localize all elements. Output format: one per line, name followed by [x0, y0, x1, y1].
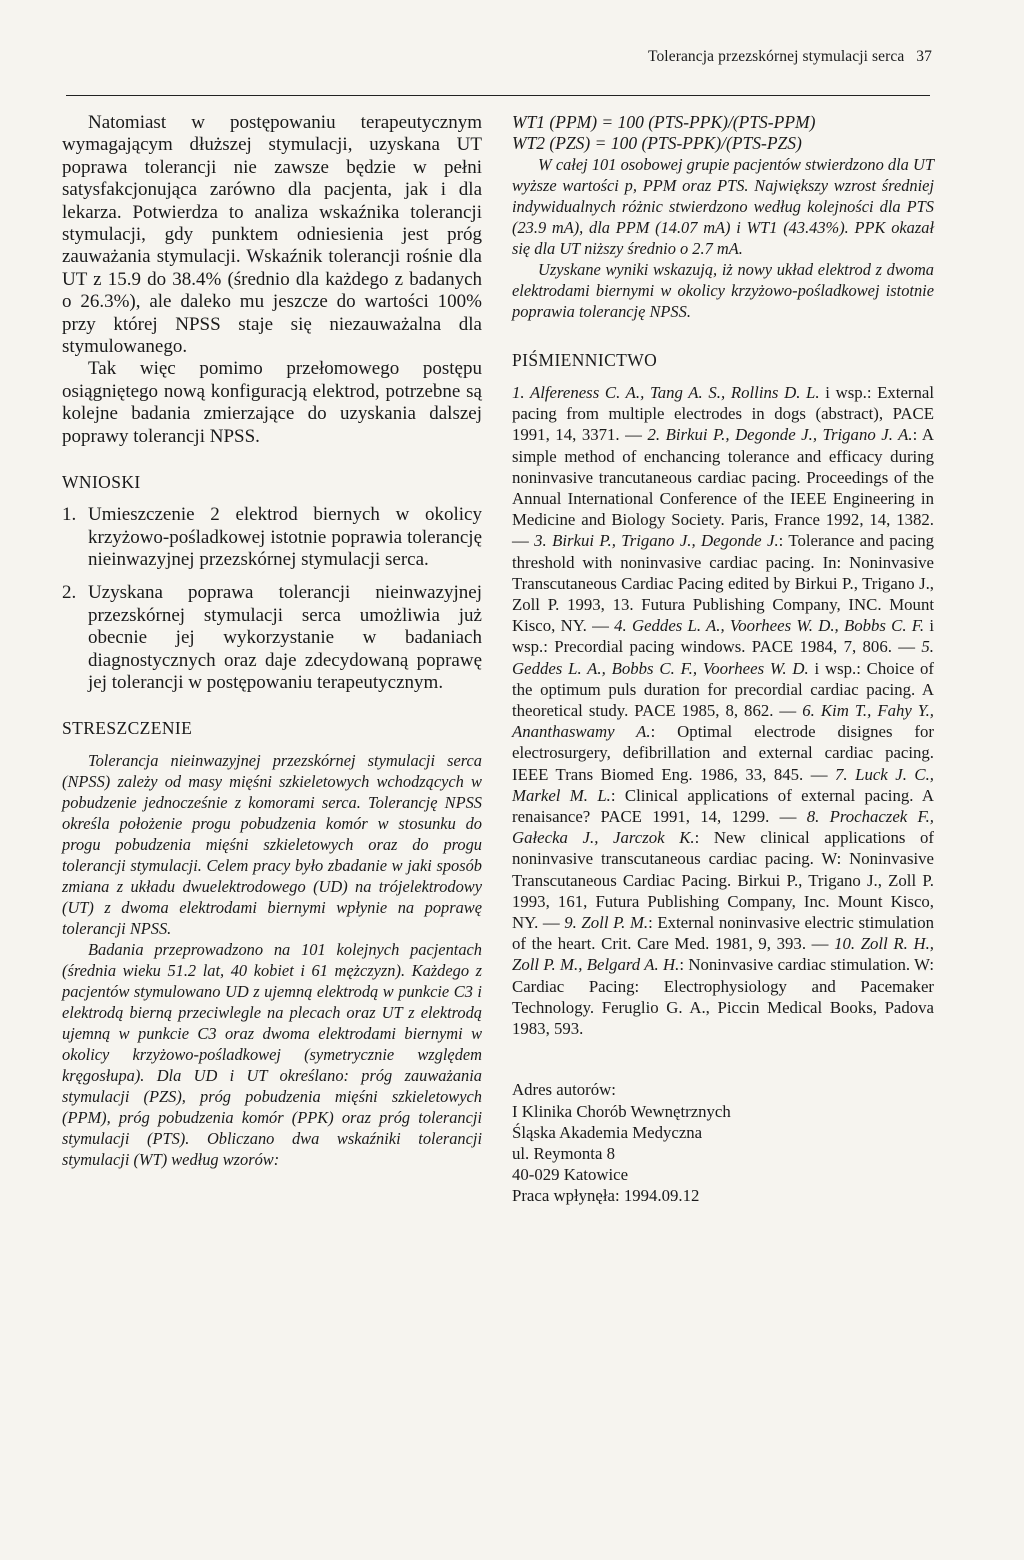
address-line: 40-029 Katowice	[512, 1165, 629, 1185]
running-title: Tolerancja przezskórnej stymulacji serca	[647, 48, 905, 65]
reference-authors: 10. Zoll R. H., Zoll P. M., Belgard A. H.	[512, 934, 934, 975]
received-date: Praca wpłynęła: 1994.09.12	[512, 1186, 700, 1206]
reference-text: i wsp.: Precordial pacing windows. PACE 1984, 7, 806. —	[512, 616, 934, 657]
reference-authors: 7. Luck J. C., Markel M. L.	[512, 764, 934, 805]
author-address	[512, 1079, 934, 1206]
address-line: ul. Reymonta 8	[512, 1143, 616, 1163]
summary-paragraph-1: Tolerancja nieinwazyjnej przezskórnej stymulacji serca (NPSS) zależy od masy mięśni szkieletowych wchodzących w pobudzenie jednocześnie z komorami serca. Tolerancję NPSS określa położenie progu pobudzenia komór w stosunku do progu pobudzenia mięśni szkieletowych oraz do progu tolerancji stymulacji. Celem pracy było zbadanie w jaki sposób zmiana z układu dwuelektrodowego (UD) na trójelektrodowy (UT) z dwoma elektrodami biernymi wpłynie na poprawę tolerancji NPSS.	[62, 751, 482, 939]
conclusion-text: Uzyskana poprawa tolerancji nieinwazyjnej przezskórnej stymulacji serca umożliwia już obecnie jej wykorzystanie w badaniach diagnostycznych oraz daje zdecydowaną poprawę jej tolerancji w postępowaniu terapeutycznym.	[88, 582, 482, 693]
address-line: Adres autorów:	[512, 1080, 616, 1100]
reference-text: : Tolerance and pacing threshold with noninvasive cardiac pacing. In: Noninvasive Transcutaneous Cardiac Pacing edited by Birkui P., Trigano J., Zoll P. 1993, 13. Futura Publishing Company, INC. Mount Kisco, NY. —	[512, 531, 934, 636]
reference-text: : External noninvasive electric stimulation of the heart. Crit. Care Med. 1981, 9, 393. —	[512, 913, 934, 954]
references-list	[512, 382, 934, 1039]
reference-text: : New clinical applications of noninvasive transcutaneous cardiac pacing. W: Noninvasive Transcutaneous Cardiac Pacing. Birkui P., Trigano J., Zoll P. 1993, 161, Futura Publishing Company, Inc. Mount Kisco, NY. —	[512, 828, 934, 933]
reference-text: : Noninvasive cardiac stimulation. W: Cardiac Pacing: Electrophysiology and Pacemaker Technology. Feruglio G. A., Piccin Medical Books, Padova 1983, 593.	[512, 955, 934, 1039]
conclusion-text: Umieszczenie 2 elektrod biernych w okolicy krzyżowo-pośladkowej istotnie poprawia tolerancję nieinwazyjnej przezskórnej stymulacji serca.	[88, 504, 482, 570]
left-column	[62, 112, 482, 1170]
reference-text: i wsp.: Choice of the optimum puls duration for precordial cardiac pacing. A theoretical study. PACE 1985, 8, 862. —	[512, 658, 934, 721]
reference-authors: 1. Alfereness C. A., Tang A. S., Rollins D. L.	[512, 383, 820, 402]
reference-text: : Optimal electrode disignes for electrosurgery, defibrillation and external cardiac pacing. IEEE Trans Biomed Eng. 1986, 33, 845. —	[512, 722, 934, 784]
references-heading: PIŚMIENNICTWO	[512, 350, 658, 370]
body-paragraph-1: Natomiast w postępowaniu terapeutycznym wymagającym dłuższej stymulacji, uzyskana UT poprawa tolerancji nie zawsze będzie w pełni satysfakcjonująca zarówno dla pacjenta, jak i dla lekarza. Potwierdza to analiza wskaźnika tolerancji stymulacji, gdy punktem odniesienia jest próg zauważania stymulacji. Wskaźnik tolerancji rośnie dla UT z 15.9 do 38.4% (średnio dla każdego z badanych o 26.3%), ale daleko mu jeszcze do wartości 100% przy której NPSS staje się niezauważalna dla stymulowanego.	[62, 112, 482, 358]
formula-wt1: WT1 (PPM) = 100 (PTS-PPK)/(PTS-PPM)	[512, 112, 816, 132]
reference-authors: 6. Kim T., Fahy Y., Ananthaswamy A.	[512, 701, 934, 742]
formula-wt2: WT2 (PZS) = 100 (PTS-PPK)/(PTS-PZS)	[512, 133, 802, 153]
conclusion-item	[62, 504, 482, 571]
reference-text: i wsp.: External pacing from multiple electrodes in dogs (abstract), PACE 1991, 14, 3371. —	[512, 383, 934, 445]
conclusion-number: 2.	[62, 582, 77, 604]
conclusion-number: 1.	[62, 504, 77, 526]
reference-text: : A simple method of enchancing tolerance and efficacy during noninvasive trancutaneous cardiac pacing. Proceedings of the Annual International Conference of the IEEE Engineering in Medicine and Biology Society. Paris, France 1992, 14, 1382. —	[512, 425, 934, 551]
body-paragraph-2: Tak więc pomimo przełomowego postępu osiągniętego nową konfiguracją elektrod, potrzebne są kolejne badania zmierzające do uzyskania dalszej poprawy tolerancji NPSS.	[62, 358, 482, 447]
conclusions-heading: WNIOSKI	[62, 472, 141, 493]
reference-authors: 4. Geddes L. A., Voorhees W. D., Bobbs C. F.	[614, 616, 925, 636]
summary-heading: STRESZCZENIE	[62, 718, 193, 739]
reference-authors: 2. Birkui P., Degonde J., Trigano J. A.	[647, 425, 913, 445]
address-line: I Klinika Chorób Wewnętrznych	[512, 1101, 731, 1121]
reference-authors: 3. Birkui P., Trigano J., Degonde J.	[534, 531, 779, 551]
conclusion-item	[62, 582, 482, 694]
summary-paragraph-2: Badania przeprowadzono na 101 kolejnych pacjentach (średnia wieku 51.2 lat, 40 kobiet i 61 mężczyzn). Każdego z pacjentów stymulowano UD z ujemną elektrodą w punkcie C3 i elektrodą bierną przeciwlegle na plecach oraz UT z elektrodą ujemną w punkcie C3 oraz dwoma elektrodami biernymi w okolicy krzyżowo-pośladkowej (symetrycznie względem kręgosłupa). Dla UD i UT określano: próg zauważania stymulacji (PZS), próg pobudzenia mięśni szkieletowych (PPM), próg pobudzenia komór (PPK) oraz próg tolerancji stymulacji (PTS). Obliczano dwa wskaźniki tolerancji stymulacji (WT) według wzorów:	[62, 940, 482, 1170]
page-number: 37	[916, 48, 932, 65]
header-rule	[66, 95, 930, 96]
summary-body	[62, 750, 482, 1170]
reference-authors: 8. Prochaczek F., Gałecka J., Jarczok K.	[512, 807, 935, 848]
address-line: Śląska Akademia Medyczna	[512, 1122, 703, 1142]
summary-paragraph-4: Uzyskane wyniki wskazują, iż nowy układ elektrod z dwoma elektrodami biernymi w okolicy krzyżowo-pośladkowej istotnie poprawia tolerancję NPSS.	[512, 260, 934, 321]
summary-paragraph-3: W całej 101 osobowej grupie pacjentów stwierdzono dla UT wyższe wartości p, PPM oraz PTS. Największy wzrost średniej indywidualnych różnic stwierdzono według kolejności dla PTS (23.9 mA), dla PPM (14.07 mA) i WT1 (43.43%). PPK okazał się dla UT niższy średnio o 2.7 mA.	[512, 155, 934, 258]
summary-body-continued	[512, 154, 934, 322]
reference-authors: 9. Zoll P. M.	[564, 913, 649, 933]
reference-authors: 5. Geddes L. A., Bobbs C. F., Voorhees W. D.	[512, 637, 934, 678]
right-column	[512, 112, 934, 1207]
reference-text: : Clinical applications of external pacing. A renaisance? PACE 1991, 14, 1299. —	[512, 785, 934, 827]
running-head	[590, 48, 932, 66]
